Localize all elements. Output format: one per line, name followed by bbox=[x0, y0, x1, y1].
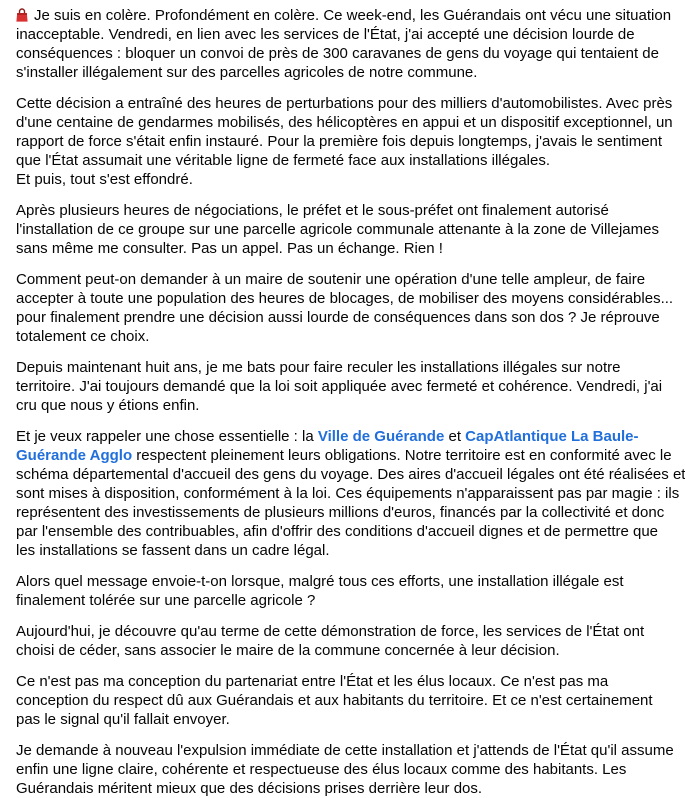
text-fragment: respectent pleinement leurs obligations. Notre territoire est en conformité avec le bbox=[132, 447, 672, 464]
text-line: Depuis maintenant huit ans, je me bats pour faire reculer les installations illégales sur notre bbox=[16, 359, 621, 376]
text-line: représentent des investissements de plusieurs millions d'euros, financés par la collectivité et donc bbox=[16, 504, 665, 521]
text-line: conception du respect dû aux Guérandais et aux habitants du territoire. Et ce n'est certainement bbox=[16, 692, 653, 709]
mention-ville-de-guerande[interactable]: Ville de Guérande bbox=[317, 428, 445, 445]
text-line: Ce n'est pas ma conception du partenariat entre l'État et les élus locaux. Ce n'est pas ma bbox=[16, 673, 609, 690]
text-line: Alors quel message envoie-t-on lorsque, malgré tous ces efforts, une installation illégale est bbox=[16, 573, 624, 590]
text-line: accepter à toute une population des heures de blocages, de mobiliser des moyens considérables... bbox=[16, 290, 674, 307]
paragraph-3 bbox=[16, 201, 659, 258]
text-line: Après plusieurs heures de négociations, le préfet et le sous-préfet ont finalement autorisé bbox=[16, 202, 609, 219]
text-line: Cette décision a entraîné des heures de perturbations pour des milliers d'automobilistes. Avec près bbox=[16, 95, 673, 112]
paragraph-8 bbox=[16, 622, 645, 660]
text-line: Comment peut-on demander à un maire de soutenir une opération d'une telle ampleur, de faire bbox=[16, 271, 646, 288]
text-line: pas le signal qu'il fallait envoyer. bbox=[16, 711, 230, 728]
mention-capatlantique-part-2[interactable]: Guérande Agglo bbox=[16, 447, 133, 464]
paragraph-7 bbox=[16, 572, 624, 610]
text-line: sans même me consulter. Pas un appel. Pas un échange. Rien ! bbox=[16, 240, 443, 257]
text-line: totalement ce choix. bbox=[16, 328, 150, 345]
text-line: sont mises à disposition, conformément à la loi. Ces équipements n'apparaissent pas par magie : ils bbox=[16, 485, 680, 502]
text-line: l'installation de ce groupe sur une parcelle agricole communale attenante à la zone de Villejames bbox=[16, 221, 659, 238]
text-line: par l'ensemble des contribuables, afin d'offrir des conditions d'accueil dignes et de permettre que bbox=[16, 523, 659, 540]
text-line bbox=[16, 446, 672, 465]
text-fragment: et bbox=[444, 428, 466, 445]
text-line: Aujourd'hui, je découvre qu'au terme de cette démonstration de force, les services de l'État ont bbox=[16, 623, 645, 640]
text-line: d'une centaine de gendarmes mobilisés, des hélicoptères en appui et un dispositif exceptionnel, un bbox=[16, 114, 673, 131]
paragraph-9 bbox=[16, 672, 653, 729]
text-line: conséquences : bloquer un convoi de près de 300 caravanes de gens du voyage qui tentaient de bbox=[16, 45, 659, 62]
paragraph-1 bbox=[16, 6, 672, 82]
text-line: schéma départemental d'accueil des gens du voyage. Des aires d'accueil légales ont été réalisées et bbox=[16, 466, 685, 483]
text-line-content: Je suis en colère. Profondément en colère. Ce week-end, les Guérandais ont vécu une situation bbox=[34, 7, 672, 24]
text-line: Guérandais méritent mieux que des décisions prises derrière leur dos. bbox=[16, 780, 483, 797]
paragraph-2 bbox=[16, 94, 673, 189]
text-line bbox=[16, 6, 672, 25]
paragraph-10 bbox=[16, 741, 674, 798]
text-line: choisi de céder, sans associer le maire de la commune concernée à leur décision. bbox=[16, 642, 560, 659]
red-tote-bag-icon bbox=[16, 8, 28, 22]
text-line: les installations se fassent dans un cadre légal. bbox=[16, 542, 330, 559]
text-line: Et puis, tout s'est effondré. bbox=[16, 171, 193, 188]
text-line: Je demande à nouveau l'expulsion immédiate de cette installation et j'attends de l'État qu'il assume bbox=[16, 742, 674, 759]
text-line bbox=[16, 427, 639, 446]
text-line: inacceptable. Vendredi, en lien avec les services de l'État, j'ai accepté une décision lourde de bbox=[16, 26, 635, 43]
text-fragment: Et je veux rappeler une chose essentielle : la bbox=[16, 428, 318, 445]
text-line: rapport de force s'était enfin instauré. Pour la première fois depuis longtemps, j'avais le sentiment bbox=[16, 133, 663, 150]
paragraph-6 bbox=[16, 427, 685, 560]
paragraph-5 bbox=[16, 358, 663, 415]
text-line: que l'État assumait une véritable ligne de fermeté face aux installations illégales. bbox=[16, 152, 551, 169]
paragraph-4 bbox=[16, 270, 674, 346]
text-line: territoire. J'ai toujours demandé que la loi soit appliquée avec fermeté et cohérence. Vendredi, j'ai bbox=[16, 378, 663, 395]
text-line: enfin une ligne claire, cohérente et respectueuse des élus locaux comme des habitants. Les bbox=[16, 761, 627, 778]
text-line: s'installer illégalement sur des parcelles agricoles de notre commune. bbox=[16, 64, 478, 81]
mention-capatlantique-part-1[interactable]: CapAtlantique La Baule- bbox=[465, 428, 639, 445]
text-line: pour finalement prendre une décision aussi lourde de conséquences dans son dos ? Je réprouve bbox=[16, 309, 660, 326]
text-line: cru que nous y étions enfin. bbox=[16, 397, 200, 414]
text-line: finalement tolérée sur une parcelle agricole ? bbox=[16, 592, 316, 609]
